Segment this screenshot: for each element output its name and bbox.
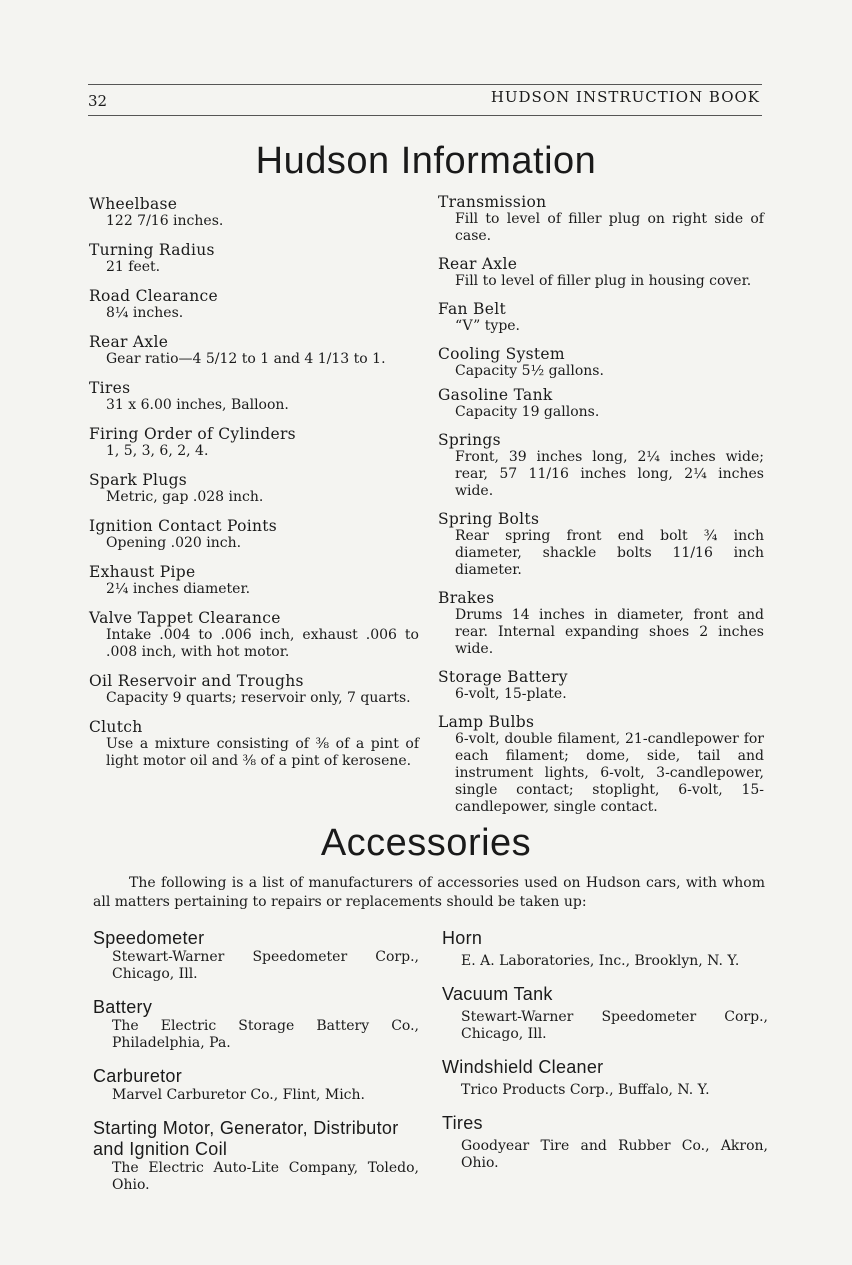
info-text: Opening .020 inch. — [106, 535, 242, 551]
info-heading: Clutch — [89, 718, 143, 736]
accessories-intro: The following is a list of manufacturers of accessories used on Hudson cars, with whom all matters pertaining to repairs or replacements should be taken up: — [93, 875, 765, 910]
info-item — [89, 241, 419, 276]
info-item — [438, 300, 764, 335]
info-item — [89, 195, 419, 230]
info-heading: Road Clearance — [89, 287, 219, 305]
info-text: Capacity 9 quarts; reservoir only, 7 quarts. — [106, 690, 411, 706]
info-heading: Valve Tappet Clearance — [89, 609, 281, 627]
accessory-heading: Starting Motor, Generator, Distributor and Ignition Coil — [93, 1118, 399, 1159]
info-item — [89, 718, 419, 770]
info-text: Intake .004 to .006 inch, exhaust .006 to .008 inch, with hot motor. — [106, 627, 419, 660]
info-heading: Storage Battery — [438, 668, 568, 686]
info-text: “V” type. — [455, 318, 521, 334]
info-heading: Turning Radius — [89, 241, 215, 259]
accessory-item — [93, 1066, 419, 1104]
accessories-title: Accessories — [320, 822, 532, 864]
info-item — [438, 345, 764, 380]
info-item — [89, 379, 419, 414]
info-item — [89, 609, 419, 661]
info-item — [438, 713, 764, 816]
info-text: 1, 5, 3, 6, 2, 4. — [106, 443, 209, 459]
info-item — [89, 672, 419, 707]
info-item — [438, 589, 764, 658]
accessory-maker: The Electric Auto-Lite Company, Toledo, Ohio. — [112, 1160, 419, 1193]
info-heading: Wheelbase — [89, 195, 178, 213]
info-left-column — [89, 195, 419, 770]
accessory-item — [93, 997, 419, 1052]
info-text: 6-volt, 15-plate. — [455, 686, 567, 702]
accessories-left-column — [93, 928, 419, 1194]
info-item — [438, 386, 764, 421]
info-text: 8¼ inches. — [106, 305, 184, 321]
info-heading: Tires — [89, 379, 131, 397]
accessory-heading: Battery — [93, 997, 153, 1017]
accessory-maker: Marvel Carburetor Co., Flint, Mich. — [112, 1087, 365, 1103]
accessory-item — [442, 1113, 768, 1172]
accessory-maker: The Electric Storage Battery Co., Philadelphia, Pa. — [112, 1018, 419, 1051]
info-heading: Lamp Bulbs — [438, 713, 535, 731]
info-text: Front, 39 inches long, 2¼ inches wide; rear, 57 11/16 inches long, 2¼ inches wide. — [455, 449, 764, 499]
info-item — [438, 431, 764, 500]
accessory-maker: Stewart-Warner Speedometer Corp., Chicago, Ill. — [461, 1009, 768, 1042]
info-text: Rear spring front end bolt ¾ inch diameter, shackle bolts 11/16 inch diameter. — [455, 528, 764, 578]
accessory-heading: Windshield Cleaner — [442, 1057, 604, 1077]
info-item — [89, 471, 419, 506]
info-item — [438, 510, 764, 579]
info-text: Gear ratio—4 5/12 to 1 and 4 1/13 to 1. — [106, 351, 386, 367]
info-text: Drums 14 inches in diameter, front and rear. Internal expanding shoes 2 inches wide. — [455, 607, 764, 657]
accessory-item — [442, 1057, 768, 1099]
accessory-item — [93, 928, 419, 983]
info-text: Fill to level of filler plug on right side of case. — [455, 211, 764, 244]
book-title: HUDSON INSTRUCTION BOOK — [490, 88, 760, 106]
page-number: 32 — [88, 92, 108, 110]
info-heading: Rear Axle — [89, 333, 169, 351]
info-text: 2¼ inches diameter. — [106, 581, 251, 597]
info-heading: Gasoline Tank — [438, 386, 553, 404]
info-item — [438, 193, 764, 245]
accessory-heading: Vacuum Tank — [442, 984, 553, 1004]
info-item — [89, 563, 419, 598]
info-item — [89, 517, 419, 552]
info-text: 6-volt, double filament, 21-candlepower for each filament; dome, side, tail and instrument lights, 6-volt, 3-candlepower, single contact; stoplight, 6-volt, 15-candlepower, single contact. — [455, 731, 764, 815]
info-heading: Rear Axle — [438, 255, 518, 273]
info-heading: Exhaust Pipe — [89, 563, 196, 581]
info-text: 21 feet. — [106, 259, 161, 275]
info-heading: Oil Reservoir and Troughs — [89, 672, 304, 690]
info-heading: Spring Bolts — [438, 510, 540, 528]
info-item — [438, 668, 764, 703]
info-item — [89, 333, 419, 368]
info-heading: Spark Plugs — [89, 471, 188, 489]
accessory-heading: Carburetor — [93, 1066, 183, 1086]
info-item — [89, 425, 419, 460]
info-text: 31 x 6.00 inches, Balloon. — [106, 397, 289, 413]
accessory-maker: E. A. Laboratories, Inc., Brooklyn, N. Y. — [461, 953, 740, 969]
info-heading: Firing Order of Cylinders — [89, 425, 296, 443]
accessory-item — [442, 984, 768, 1043]
info-text: Use a mixture consisting of ⅜ of a pint of light motor oil and ⅜ of a pint of kerosene. — [106, 736, 419, 769]
info-item — [89, 287, 419, 322]
info-text: Capacity 19 gallons. — [455, 404, 600, 420]
accessory-heading: Horn — [442, 928, 483, 948]
accessory-heading: Speedometer — [93, 928, 205, 948]
info-text: Capacity 5½ gallons. — [455, 363, 604, 379]
info-heading: Springs — [438, 431, 501, 449]
accessory-maker: Trico Products Corp., Buffalo, N. Y. — [461, 1082, 710, 1098]
info-right-column — [438, 193, 764, 816]
info-heading: Brakes — [438, 589, 495, 607]
info-heading: Fan Belt — [438, 300, 507, 318]
accessory-maker: Stewart-Warner Speedometer Corp., Chicago, Ill. — [112, 949, 419, 982]
accessory-item — [442, 928, 768, 970]
accessory-heading: Tires — [442, 1113, 483, 1133]
info-heading: Ignition Contact Points — [89, 517, 278, 535]
info-item — [438, 255, 764, 290]
accessory-item — [93, 1118, 419, 1194]
accessories-right-column — [442, 928, 768, 1172]
accessory-maker: Goodyear Tire and Rubber Co., Akron, Ohio. — [461, 1138, 768, 1171]
info-heading: Transmission — [438, 193, 547, 211]
info-text: Fill to level of filler plug in housing cover. — [455, 273, 752, 289]
info-heading: Cooling System — [438, 345, 565, 363]
page-header — [88, 84, 762, 116]
info-text: 122 7/16 inches. — [106, 213, 224, 229]
info-text: Metric, gap .028 inch. — [106, 489, 264, 505]
info-title: Hudson Information — [255, 140, 597, 182]
